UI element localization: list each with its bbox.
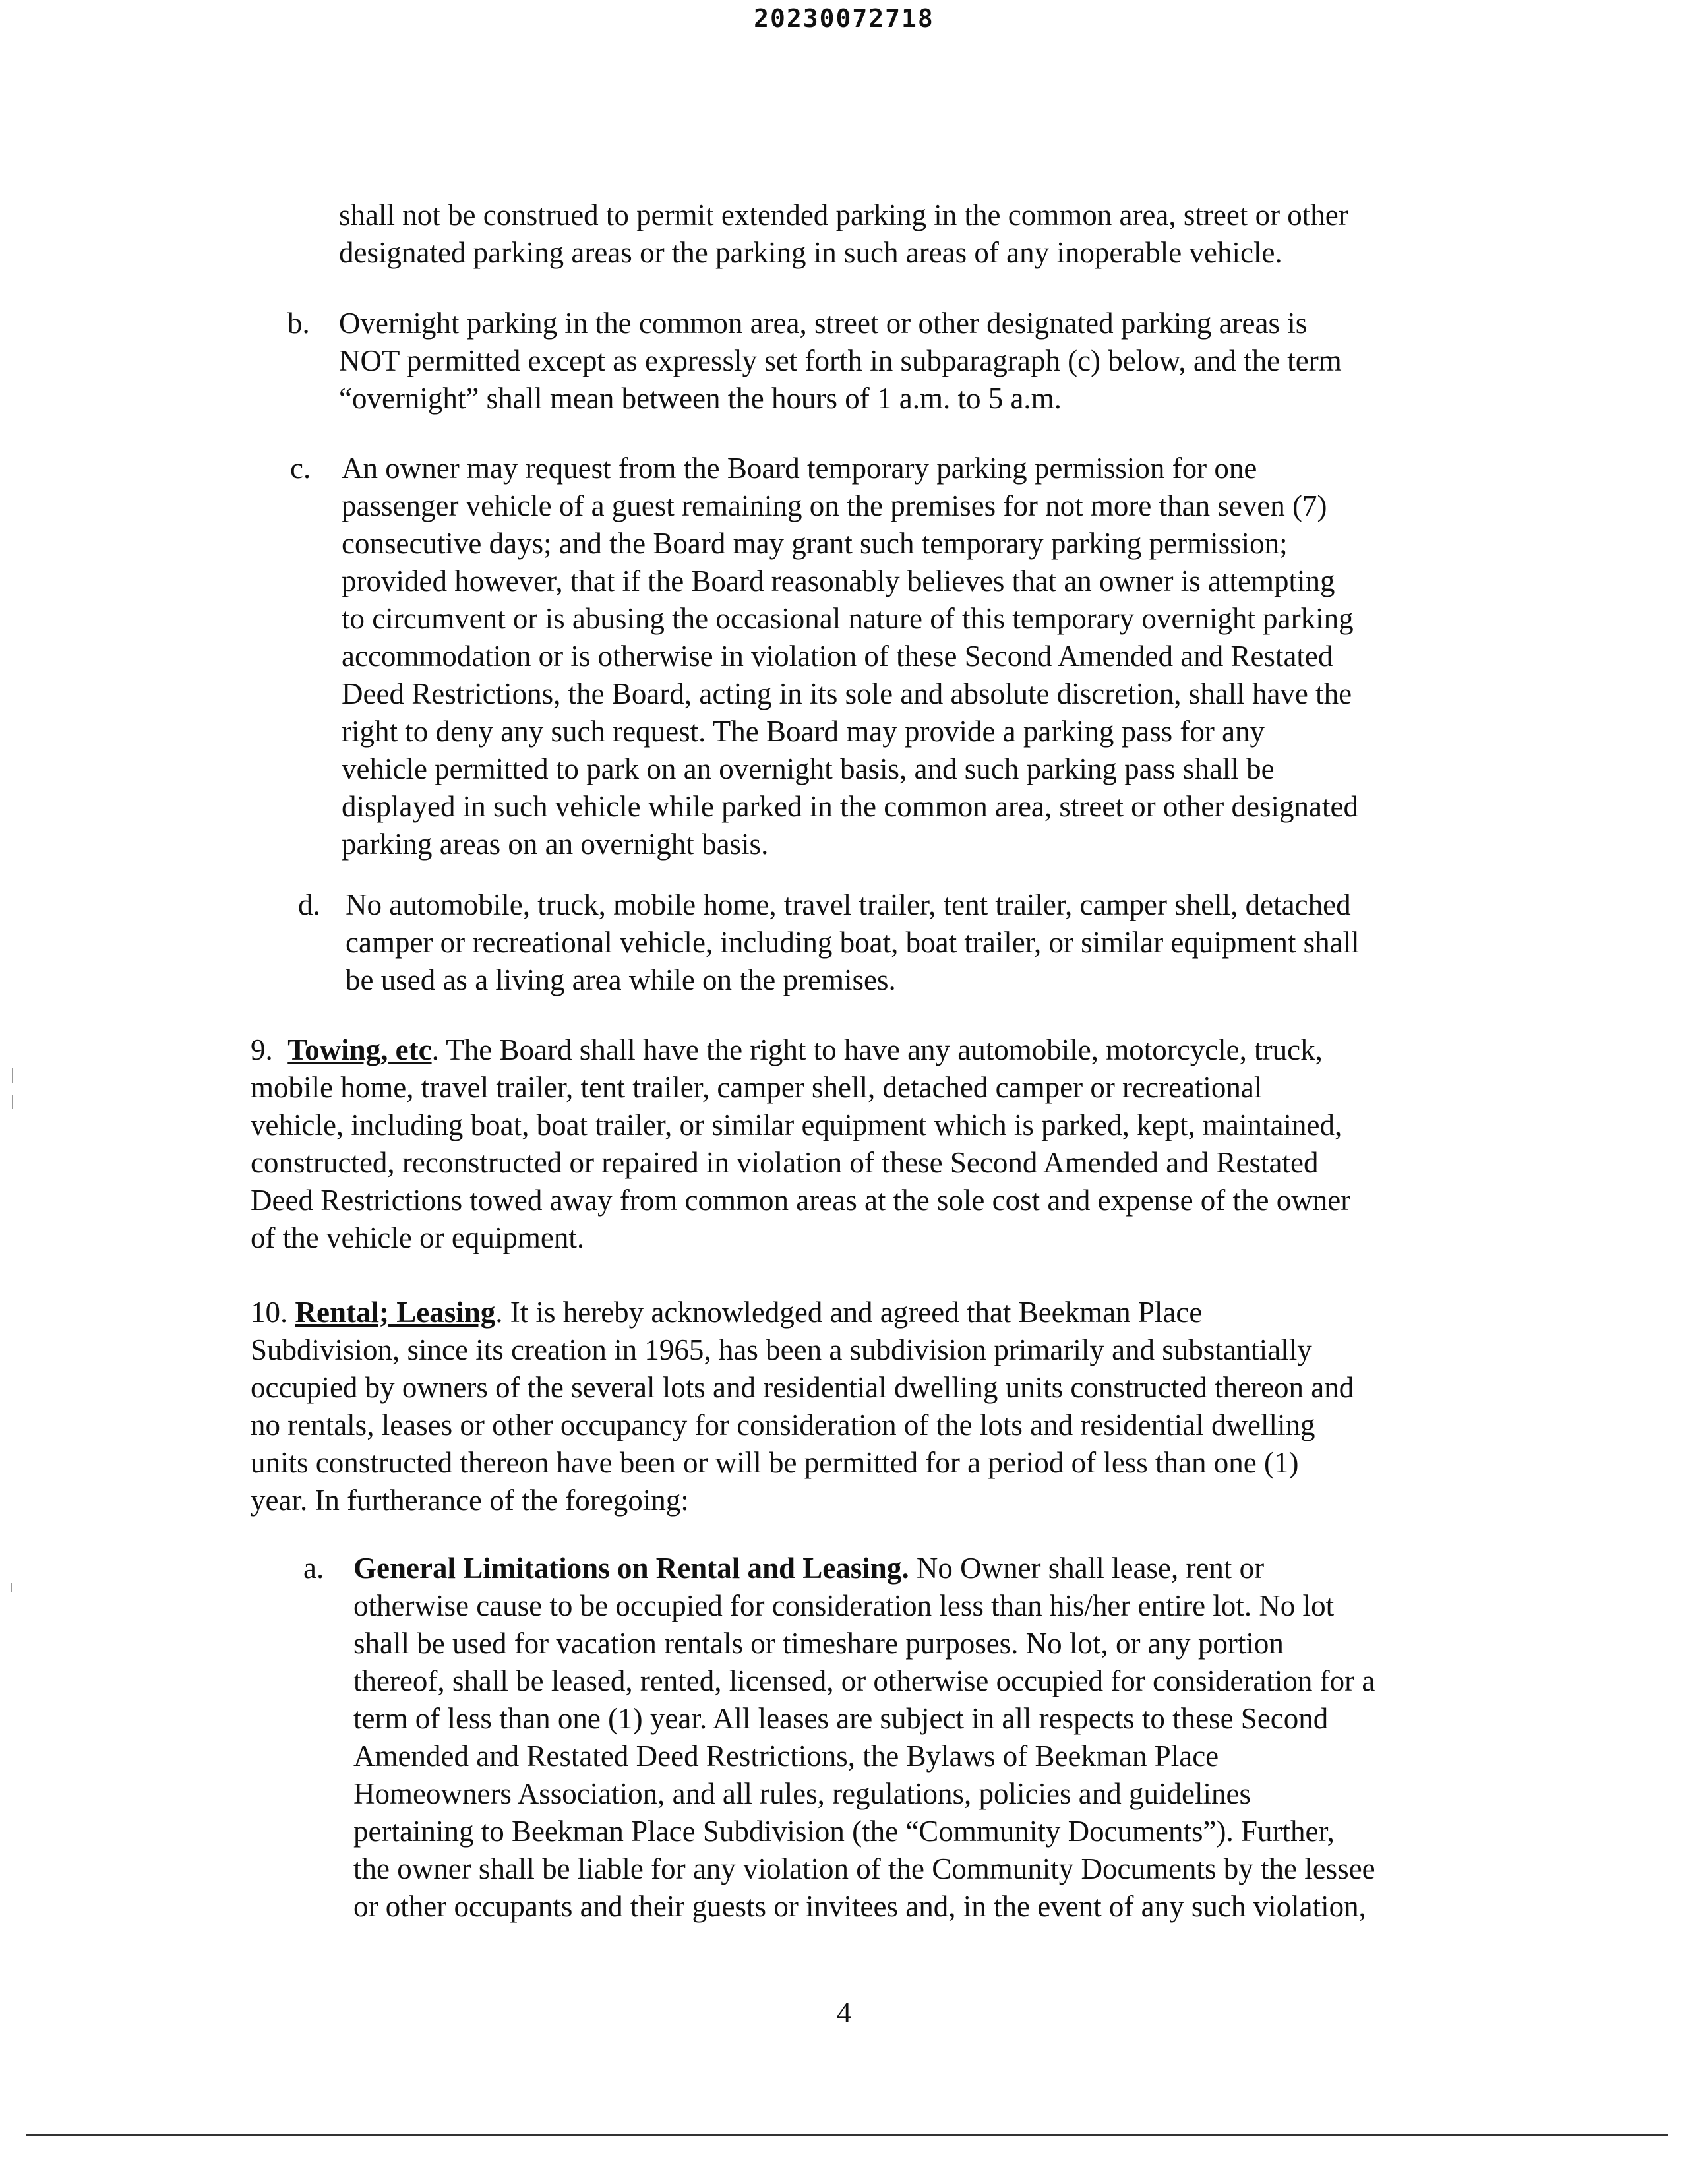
text-fragment: . The Board shall have the right to have any automobile, motorcycle, truck, (431, 1033, 1323, 1066)
text-line: vehicle, including boat, boat trailer, or similar equipment which is parked, kept, maintained, (251, 1108, 1342, 1141)
subsection-heading: General Limitations on Rental and Leasing. (353, 1552, 909, 1585)
text-line: Deed Restrictions, the Board, acting in its sole and absolute discretion, shall have the (342, 677, 1352, 710)
list-marker: b. (287, 307, 310, 340)
section-heading: Rental; Leasing (295, 1296, 496, 1329)
text-line: NOT permitted except as expressly set forth in subparagraph (c) below, and the term (339, 344, 1342, 377)
section-number: 9. (251, 1033, 273, 1066)
scan-margin-mark (11, 1583, 12, 1592)
text-line: no rentals, leases or other occupancy for consideration of the lots and residential dwelling (251, 1409, 1315, 1441)
text-line: shall not be construed to permit extended parking in the common area, street or other (339, 198, 1348, 231)
list-item-body (346, 886, 1360, 999)
text-line: or other occupants and their guests or invitees and, in the event of any such violation, (353, 1890, 1366, 1923)
list-item-body (342, 450, 1358, 863)
text-line: “overnight” shall mean between the hours of 1 a.m. to 5 a.m. (339, 382, 1062, 415)
section-heading: Towing, etc (287, 1033, 432, 1066)
text-line: units constructed thereon have been or will be permitted for a period of less than one (1) (251, 1446, 1299, 1479)
section-9-towing (251, 1031, 1350, 1257)
text-line: provided however, that if the Board reasonably believes that an owner is attempting (342, 564, 1335, 597)
text-line: Amended and Restated Deed Restrictions, the Bylaws of Beekman Place (353, 1740, 1219, 1773)
scan-margin-mark (12, 1068, 13, 1083)
text-line (353, 1550, 1375, 1587)
list-marker: c. (290, 452, 311, 485)
text-line: shall be used for vacation rentals or timeshare purposes. No lot, or any portion (353, 1627, 1284, 1660)
text-line: mobile home, travel trailer, tent trailer, camper shell, detached camper or recreational (251, 1071, 1263, 1104)
continuation-paragraph (339, 197, 1348, 272)
text-line: displayed in such vehicle while parked in the common area, street or other designated (342, 790, 1358, 823)
text-line: consecutive days; and the Board may grant such temporary parking permission; (342, 527, 1288, 560)
text-line: No automobile, truck, mobile home, travel trailer, tent trailer, camper shell, detached (346, 888, 1351, 921)
section-number: 10. (251, 1296, 288, 1329)
list-marker: a. (303, 1552, 324, 1585)
text-line: parking areas on an overnight basis. (342, 828, 769, 861)
section-10-rental-leasing (251, 1294, 1354, 1519)
list-marker: d. (298, 888, 320, 921)
text-fragment: No Owner shall lease, rent or (909, 1552, 1265, 1585)
text-line: be used as a living area while on the premises. (346, 963, 896, 996)
text-line: the owner shall be liable for any violation of the Community Documents by the lessee (353, 1852, 1375, 1885)
scan-margin-mark (12, 1095, 13, 1109)
text-line: Subdivision, since its creation in 1965, has been a subdivision primarily and substantially (251, 1333, 1312, 1366)
text-line: vehicle permitted to park on an overnight basis, and such parking pass shall be (342, 752, 1275, 785)
page-number: 4 (836, 1996, 852, 2029)
text-line: Overnight parking in the common area, street or other designated parking areas is (339, 307, 1308, 340)
text-line: An owner may request from the Board temporary parking permission for one (342, 452, 1257, 485)
section-9-first-line (251, 1031, 1350, 1069)
text-line: of the vehicle or equipment. (251, 1221, 585, 1254)
text-line: otherwise cause to be occupied for consideration less than his/her entire lot. No lot (353, 1589, 1335, 1622)
text-line: to circumvent or is abusing the occasional nature of this temporary overnight parking (342, 602, 1354, 635)
text-line: Homeowners Association, and all rules, regulations, policies and guidelines (353, 1777, 1251, 1810)
text-line: year. In furtherance of the foregoing: (251, 1484, 689, 1517)
text-line: pertaining to Beekman Place Subdivision (the “Community Documents”). Further, (353, 1815, 1335, 1848)
list-item-body (353, 1550, 1375, 1926)
text-line: passenger vehicle of a guest remaining on the premises for not more than seven (7) (342, 489, 1327, 522)
text-line: constructed, reconstructed or repaired in violation of these Second Amended and Restated (251, 1146, 1319, 1179)
text-line: thereof, shall be leased, rented, licensed, or otherwise occupied for consideration for a (353, 1664, 1375, 1697)
bottom-rule (26, 2134, 1668, 2136)
text-line: Deed Restrictions towed away from common areas at the sole cost and expense of the owner (251, 1184, 1351, 1217)
text-fragment: . It is hereby acknowledged and agreed that Beekman Place (495, 1296, 1203, 1329)
text-line: accommodation or is otherwise in violation of these Second Amended and Restated (342, 640, 1333, 673)
text-line: occupied by owners of the several lots and residential dwelling units constructed thereon and (251, 1371, 1354, 1404)
text-line: camper or recreational vehicle, including boat, boat trailer, or similar equipment shall (346, 926, 1360, 959)
text-line: right to deny any such request. The Board may provide a parking pass for any (342, 715, 1265, 748)
text-line: term of less than one (1) year. All leases are subject in all respects to these Second (353, 1702, 1329, 1735)
section-10-first-line (251, 1294, 1354, 1331)
document-number: 20230072718 (754, 4, 934, 33)
list-item-body (339, 305, 1342, 417)
text-line: designated parking areas or the parking in such areas of any inoperable vehicle. (339, 236, 1282, 269)
